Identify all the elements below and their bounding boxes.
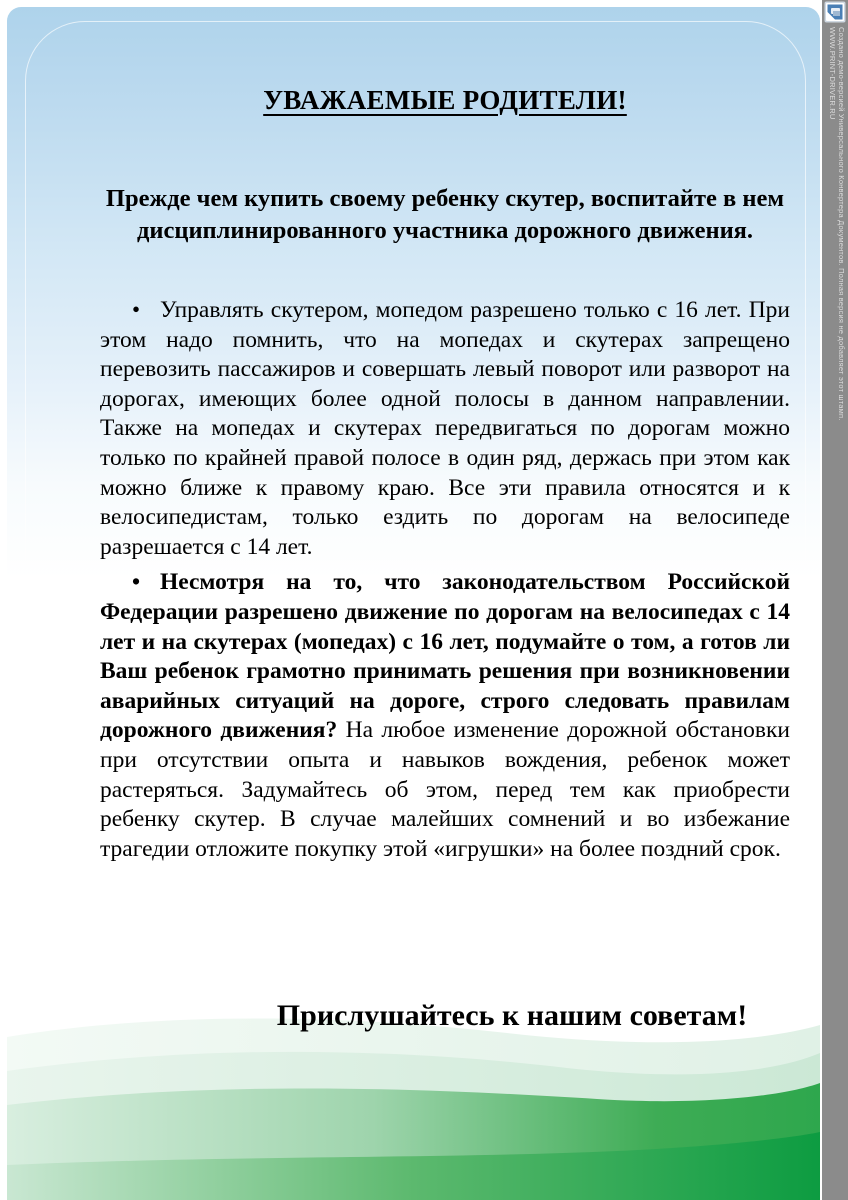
udc-logo-icon [824,1,846,23]
bullet-item-2 [100,567,790,864]
bullet-2-regular-text: На любое изменение дорожной обстановки при отсутствии опыта и навыков вождения, ребенок может растеряться. Задумайтесь об этом, перед тем как приобрести ребенку скутер. В случае малейших сомнений и во избежание трагедии отложите покупку этой «игрушки» на более поздний срок. [100,717,790,862]
bullet-marker: • [132,297,141,322]
bullet-item-1 [100,295,790,562]
bullet-marker: • [132,569,141,595]
watermark-text-block [828,27,846,1127]
watermark-url: WWW.PRINT-DRIVER.RU [828,27,837,120]
bullet-1-text: Управлять скутером, мопедом разрешено только с 16 лет. При этом надо помнить, что на мопедах и скутерах запрещено перевозить пассажиров и совершать левый поворот или разворот на дорогах, имеющих более одной полосы в данном направлении. Также на мопедах и скутерах передвигаться по дорогам можно только по крайней правой полосе в один ряд, держась при этом как можно ближе к правому краю. Все эти правила относятся и к велосипедистам, только ездить по дорогам на велосипеде разрешается с 14 лет. [100,297,790,560]
intro-heading: Прежде чем купить своему ребенку скутер, воспитайте в нем дисциплинированного участника дорожного движения. [105,185,785,244]
body-text [100,295,790,869]
page-title: УВАЖАЕМЫЕ РОДИТЕЛИ! [263,85,627,115]
watermark-stamp-text: Создано демо-версией Универсального Конвертера Документов. Полная версия не добавляет этот штамп. [837,27,846,421]
document-page [7,7,820,1200]
watermark-bar [822,0,848,1200]
closing-slogan: Прислушайтесь к нашим советам! [276,999,748,1032]
bullet-2-bold-text: Несмотря на то, что законодательством Российской Федерации разрешено движение по дорогам на велосипедах с 14 лет и на скутерах (мопедах) с 16 лет, подумайте о том, а готов ли Ваш ребенок грамотно принимать решения при возникновении аварийных ситуаций на дороге, строго следовать правилам дорожного движения? [100,569,790,744]
